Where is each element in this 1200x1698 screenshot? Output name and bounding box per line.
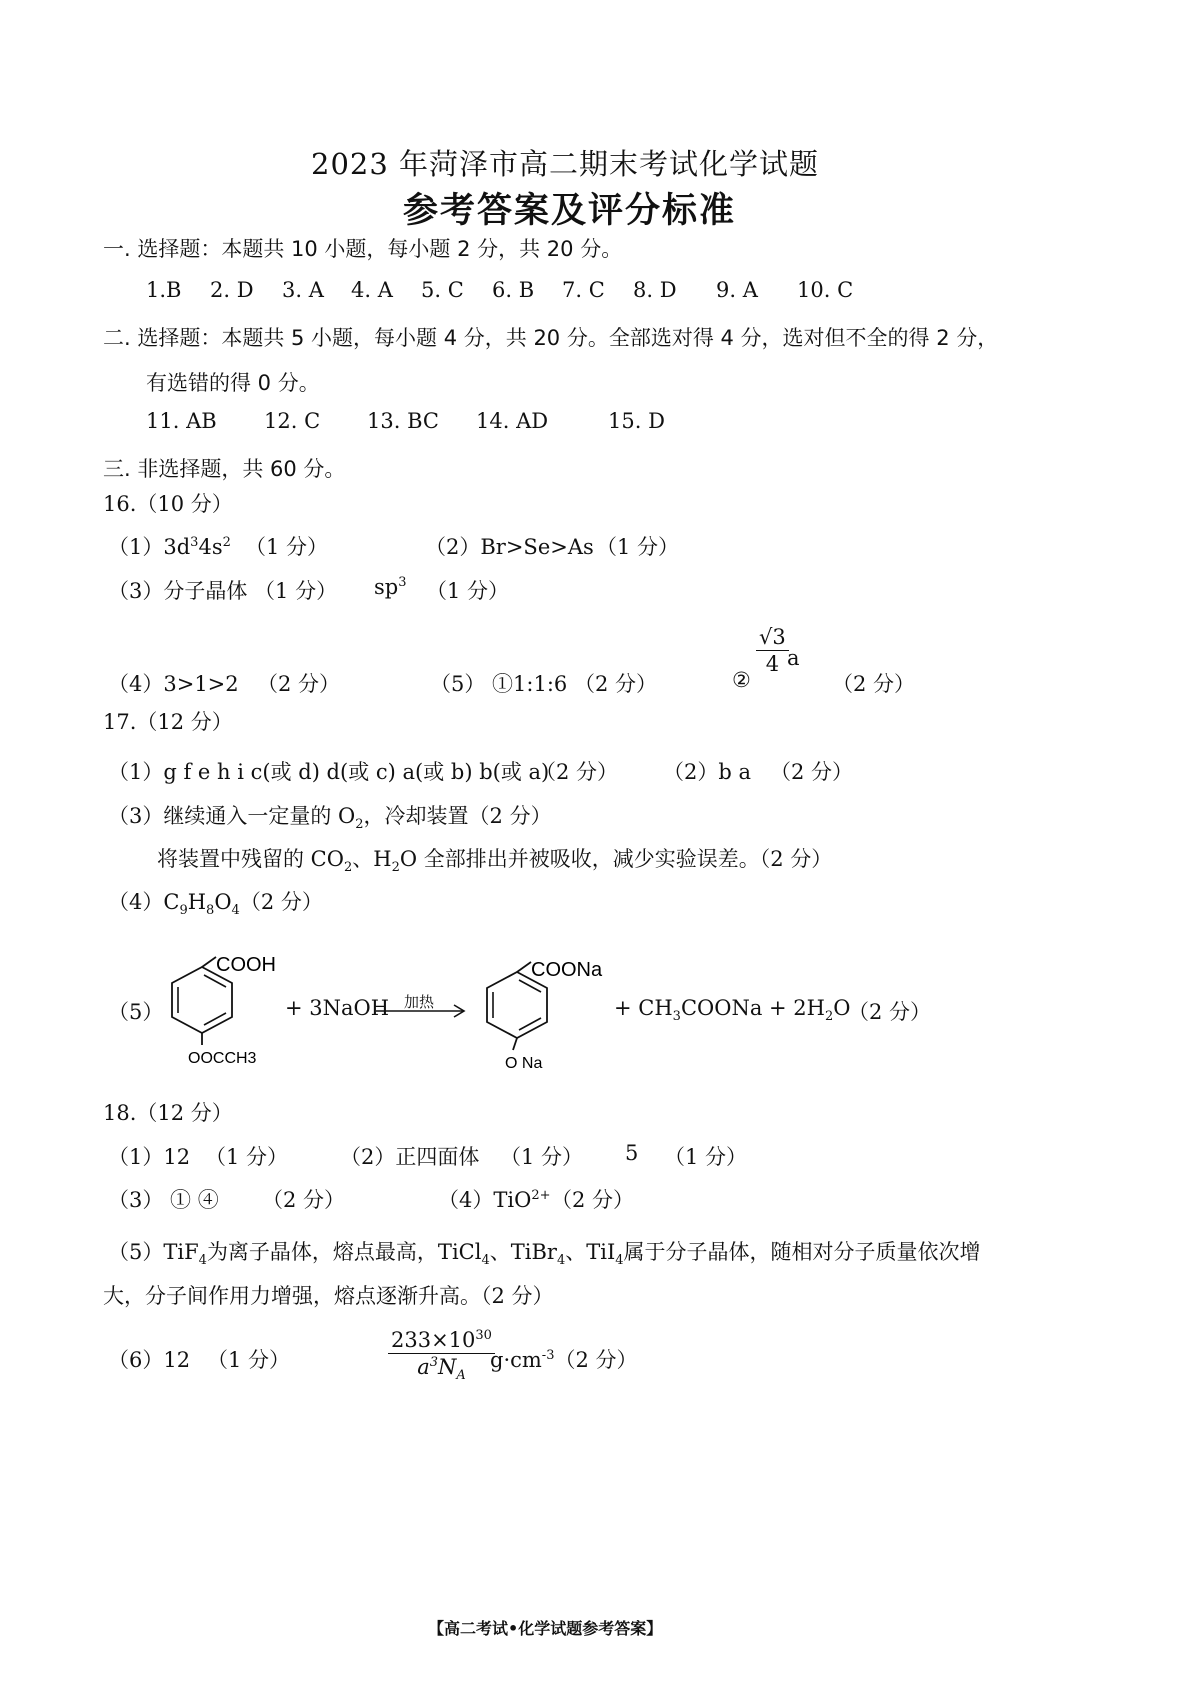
q16-part5-a: a [787, 646, 800, 670]
answer-11: 11. AB [146, 409, 217, 433]
q16-part5-fraction: $\frac{√3}{4}$ [756, 625, 789, 676]
q18-part6: （6）12 [108, 1348, 191, 1372]
q18-part6-density-fraction: $\frac{233\times 10^{30}}{a^3N_A}$ [388, 1328, 495, 1379]
q18-part1-score: （1 分） [205, 1145, 289, 1169]
answer-15: 15. D [608, 409, 665, 433]
page-title: 2023 年菏泽市高二期末考试化学试题 [311, 147, 820, 181]
reagent-label: + 3NaOH [285, 996, 390, 1020]
product-structure [477, 950, 612, 1075]
q16-part3: （3）分子晶体 （1 分） [108, 579, 338, 603]
q17-part3a: （3）继续通入一定量的 $O_2$，冷却装置（2 分） [108, 804, 552, 833]
q18-part6-score: （1 分） [207, 1348, 291, 1372]
answer-7: 7. C [562, 278, 605, 302]
q16-part3-score: （1 分） [426, 579, 510, 603]
q17-part1: （1）g f e h i c(或 d) d(或 c) a(或 b) b(或 a) [108, 760, 550, 784]
q18-part2b-score: （1 分） [664, 1145, 748, 1169]
answer-8: 8. D [633, 278, 677, 302]
reactant-structure [160, 945, 290, 1070]
q18-part5-line1: （5）TiF$_4$为离子晶体，熔点最高，TiCl$_4$、TiBr$_4$、TiI$_4$属于分子晶体，随相对分子质量依次增 [108, 1240, 981, 1269]
q18-part5-line2: 大，分子间作用力增强，熔点逐渐升高。（2 分） [103, 1284, 554, 1308]
coona-group-label: COONa [531, 959, 603, 981]
ester-group-label: OOCCH3 [188, 1050, 257, 1067]
answer-6: 6. B [492, 278, 535, 302]
q18-part4: （4）TiO$^{2+}$ [438, 1188, 551, 1212]
cooh-group-label: COOH [216, 954, 276, 976]
answer-13: 13. BC [367, 409, 439, 433]
answer-1: 1.B [146, 278, 182, 302]
section1-answer-list [146, 278, 181, 302]
q17-part2-score: （2 分） [770, 760, 854, 784]
section2-heading-cont: 有选错的得 0 分。 [146, 371, 320, 395]
ona-group-label: O Na [505, 1055, 543, 1072]
q18-part2b: 5 [625, 1141, 639, 1165]
q16-part5-circle: ② [732, 668, 751, 692]
q16-part2: （2）Br>Se>As [425, 535, 594, 559]
q17-part2: （2）b a [663, 760, 751, 784]
q16-part1: $(1)3d^34s^2$ [108, 535, 231, 559]
q16-part2-score: （1 分） [596, 535, 680, 559]
reaction-arrow [376, 1002, 471, 1020]
q17-part1-score: （2 分） [535, 760, 619, 784]
q18-part2-score: （1 分） [500, 1145, 584, 1169]
q17-part5-products: + $CH_3COONa + 2H_2O$ [614, 996, 851, 1025]
section2-heading: 二. 选择题：本题共 5 小题，每小题 4 分，共 20 分。全部选对得 4 分，选对但不全的得 2 分， [103, 326, 999, 350]
q17-part5-score: （2 分） [848, 1000, 932, 1024]
q18-part2: （2）正四面体 [340, 1145, 480, 1169]
benzene-ring [172, 967, 232, 1033]
page-footer: 【高二考试•化学试题参考答案】 [428, 1619, 663, 1638]
answer-5: 5. C [421, 278, 464, 302]
q17-part5-label: （5） [108, 1000, 164, 1024]
answer-10: 10. C [797, 278, 854, 302]
q16-part5: （5） ①1:1:6 （2 分） [430, 672, 657, 696]
q17-title: 17.（12 分） [103, 710, 233, 734]
answer-3: 3. A [282, 278, 324, 302]
answer-4: 4. A [351, 278, 393, 302]
section3-heading: 三. 非选择题，共 60 分。 [103, 457, 346, 481]
q16-part1-score: （1 分） [245, 535, 329, 559]
q18-part3-score: （2 分） [262, 1188, 346, 1212]
q18-part1: （1）12 [108, 1145, 191, 1169]
q18-part6-unit: $g\cdot cm^{-3}(2$ 分） [490, 1348, 638, 1372]
q17-part4: $(4)C_9H_8O_4(2$ 分） [108, 890, 323, 919]
q16-part4: （4）3>1>2 [108, 672, 239, 696]
answer-9: 9. A [716, 278, 758, 302]
condition-label: 加热 [404, 993, 435, 1011]
q16-title: 16.（10 分） [103, 492, 233, 516]
q16-part3-hybrid: $sp^3$ [374, 575, 407, 599]
answer-12: 12. C [264, 409, 321, 433]
q18-part3: （3） ① ④ [108, 1188, 219, 1212]
page-subtitle: 参考答案及评分标准 [403, 191, 737, 231]
q17-part3b: 将装置中残留的 $CO_2$、$H_2O$ 全部排出并被吸收，减少实验误差。（2 分） [157, 847, 833, 876]
q16-part4-score: （2 分） [257, 672, 341, 696]
answer-2: 2. D [210, 278, 254, 302]
benzene-ring [487, 972, 547, 1038]
q16-part5b-score: （2 分） [832, 672, 916, 696]
q18-title: 18.（12 分） [103, 1101, 233, 1125]
section1-heading: 一. 选择题：本题共 10 小题，每小题 2 分，共 20 分。 [103, 237, 623, 261]
q18-part4-score: （2 分） [551, 1188, 635, 1212]
answer-14: 14. AD [476, 409, 549, 433]
